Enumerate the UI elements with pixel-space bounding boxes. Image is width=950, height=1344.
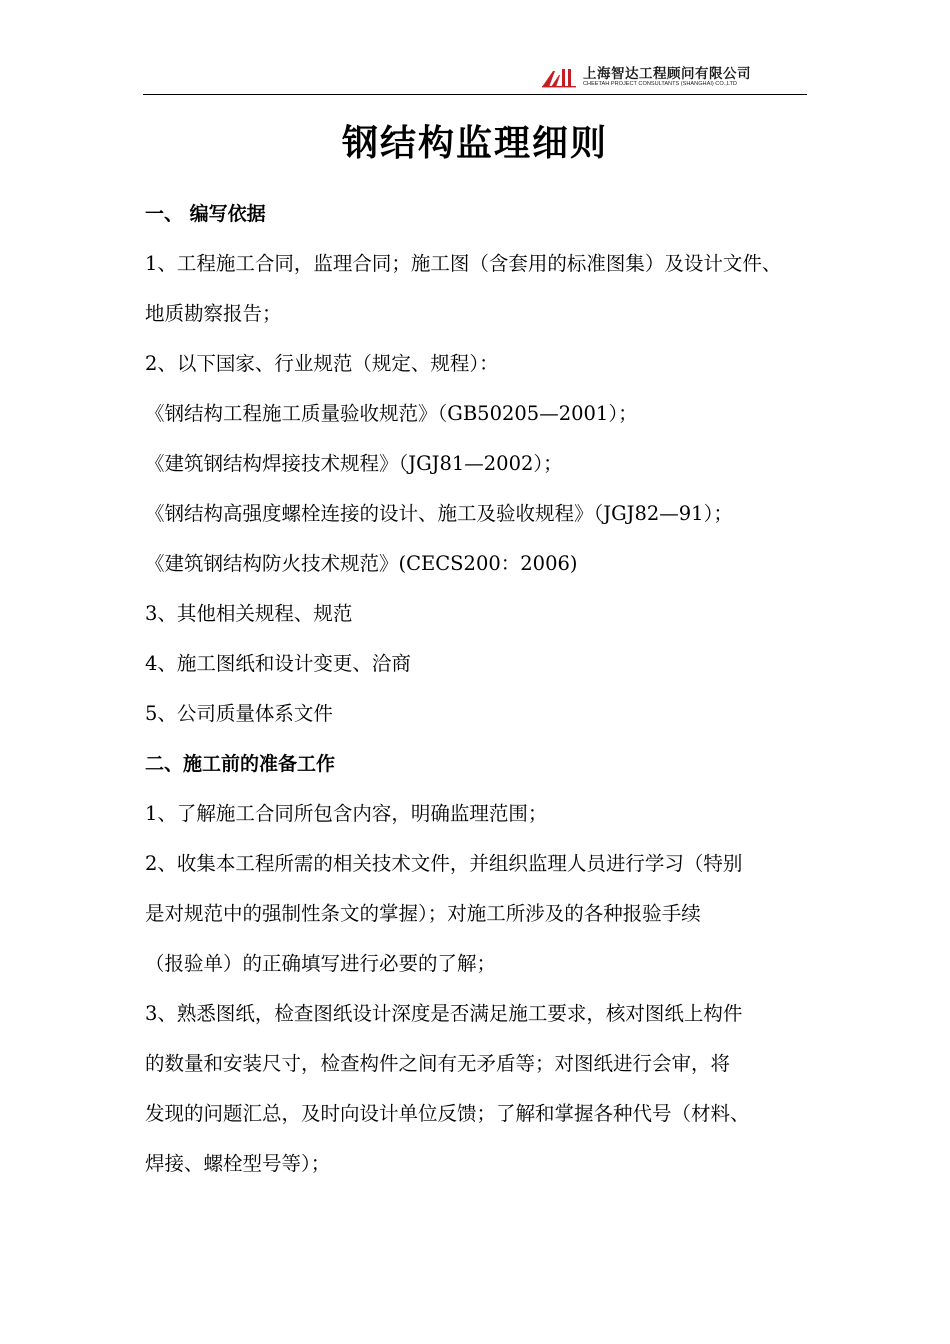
body-line: 《建筑钢结构防火技术规范》(CECS200：2006) (145, 552, 578, 575)
body-line: 《钢结构工程施工质量验收规范》（GB50205—2001）； (145, 402, 638, 425)
body-line: 1、了解施工合同所包含内容，明确监理范围； (145, 802, 548, 825)
document-title: 钢结构监理细则 (341, 123, 608, 164)
body-line: 3、其他相关规程、规范 (145, 602, 353, 625)
body-line: 2、收集本工程所需的相关技术文件，并组织监理人员进行学习（特别 (145, 852, 743, 875)
company-name: 上海智达工程顾问有限公司 (583, 66, 751, 82)
section-heading: 二、施工前的准备工作 (145, 753, 336, 775)
body-line: 地质勘察报告； (145, 302, 282, 325)
body-line: 2、以下国家、行业规范（规定、规程）： (145, 352, 499, 375)
body-line: 4、施工图纸和设计变更、洽商 (145, 652, 411, 675)
header-divider (143, 94, 807, 95)
page-header (143, 62, 807, 94)
body-line: 《建筑钢结构焊接技术规程》（JGJ81—2002）； (145, 452, 563, 475)
section-heading: 一、 编写依据 (145, 203, 266, 225)
body-line: 1、工程施工合同，监理合同；施工图（含套用的标准图集）及设计文件、 (145, 252, 782, 275)
body-line: 焊接、螺栓型号等）； (145, 1152, 331, 1175)
company-logo-icon (540, 67, 578, 89)
body-line: 3、熟悉图纸，检查图纸设计深度是否满足施工要求，核对图纸上构件 (145, 1002, 743, 1025)
body-line: 发现的问题汇总，及时向设计单位反馈；了解和掌握各种代号（材料、 (145, 1102, 750, 1125)
body-line: 5、公司质量体系文件 (145, 702, 333, 725)
document-body (145, 189, 825, 1189)
body-line: 的数量和安装尺寸，检查构件之间有无矛盾等；对图纸进行会审，将 (145, 1052, 731, 1075)
company-english-name: CHEETAH PROJECT CONSULTANTS (SHANGHAI) CO.,LTD (583, 81, 737, 87)
body-line: （报验单）的正确填写进行必要的了解； (145, 952, 497, 975)
body-line: 是对规范中的强制性条文的掌握）；对施工所涉及的各种报验手续 (145, 902, 701, 925)
body-line: 《钢结构高强度螺栓连接的设计、施工及验收规程》（JGJ82—91）； (145, 502, 733, 525)
